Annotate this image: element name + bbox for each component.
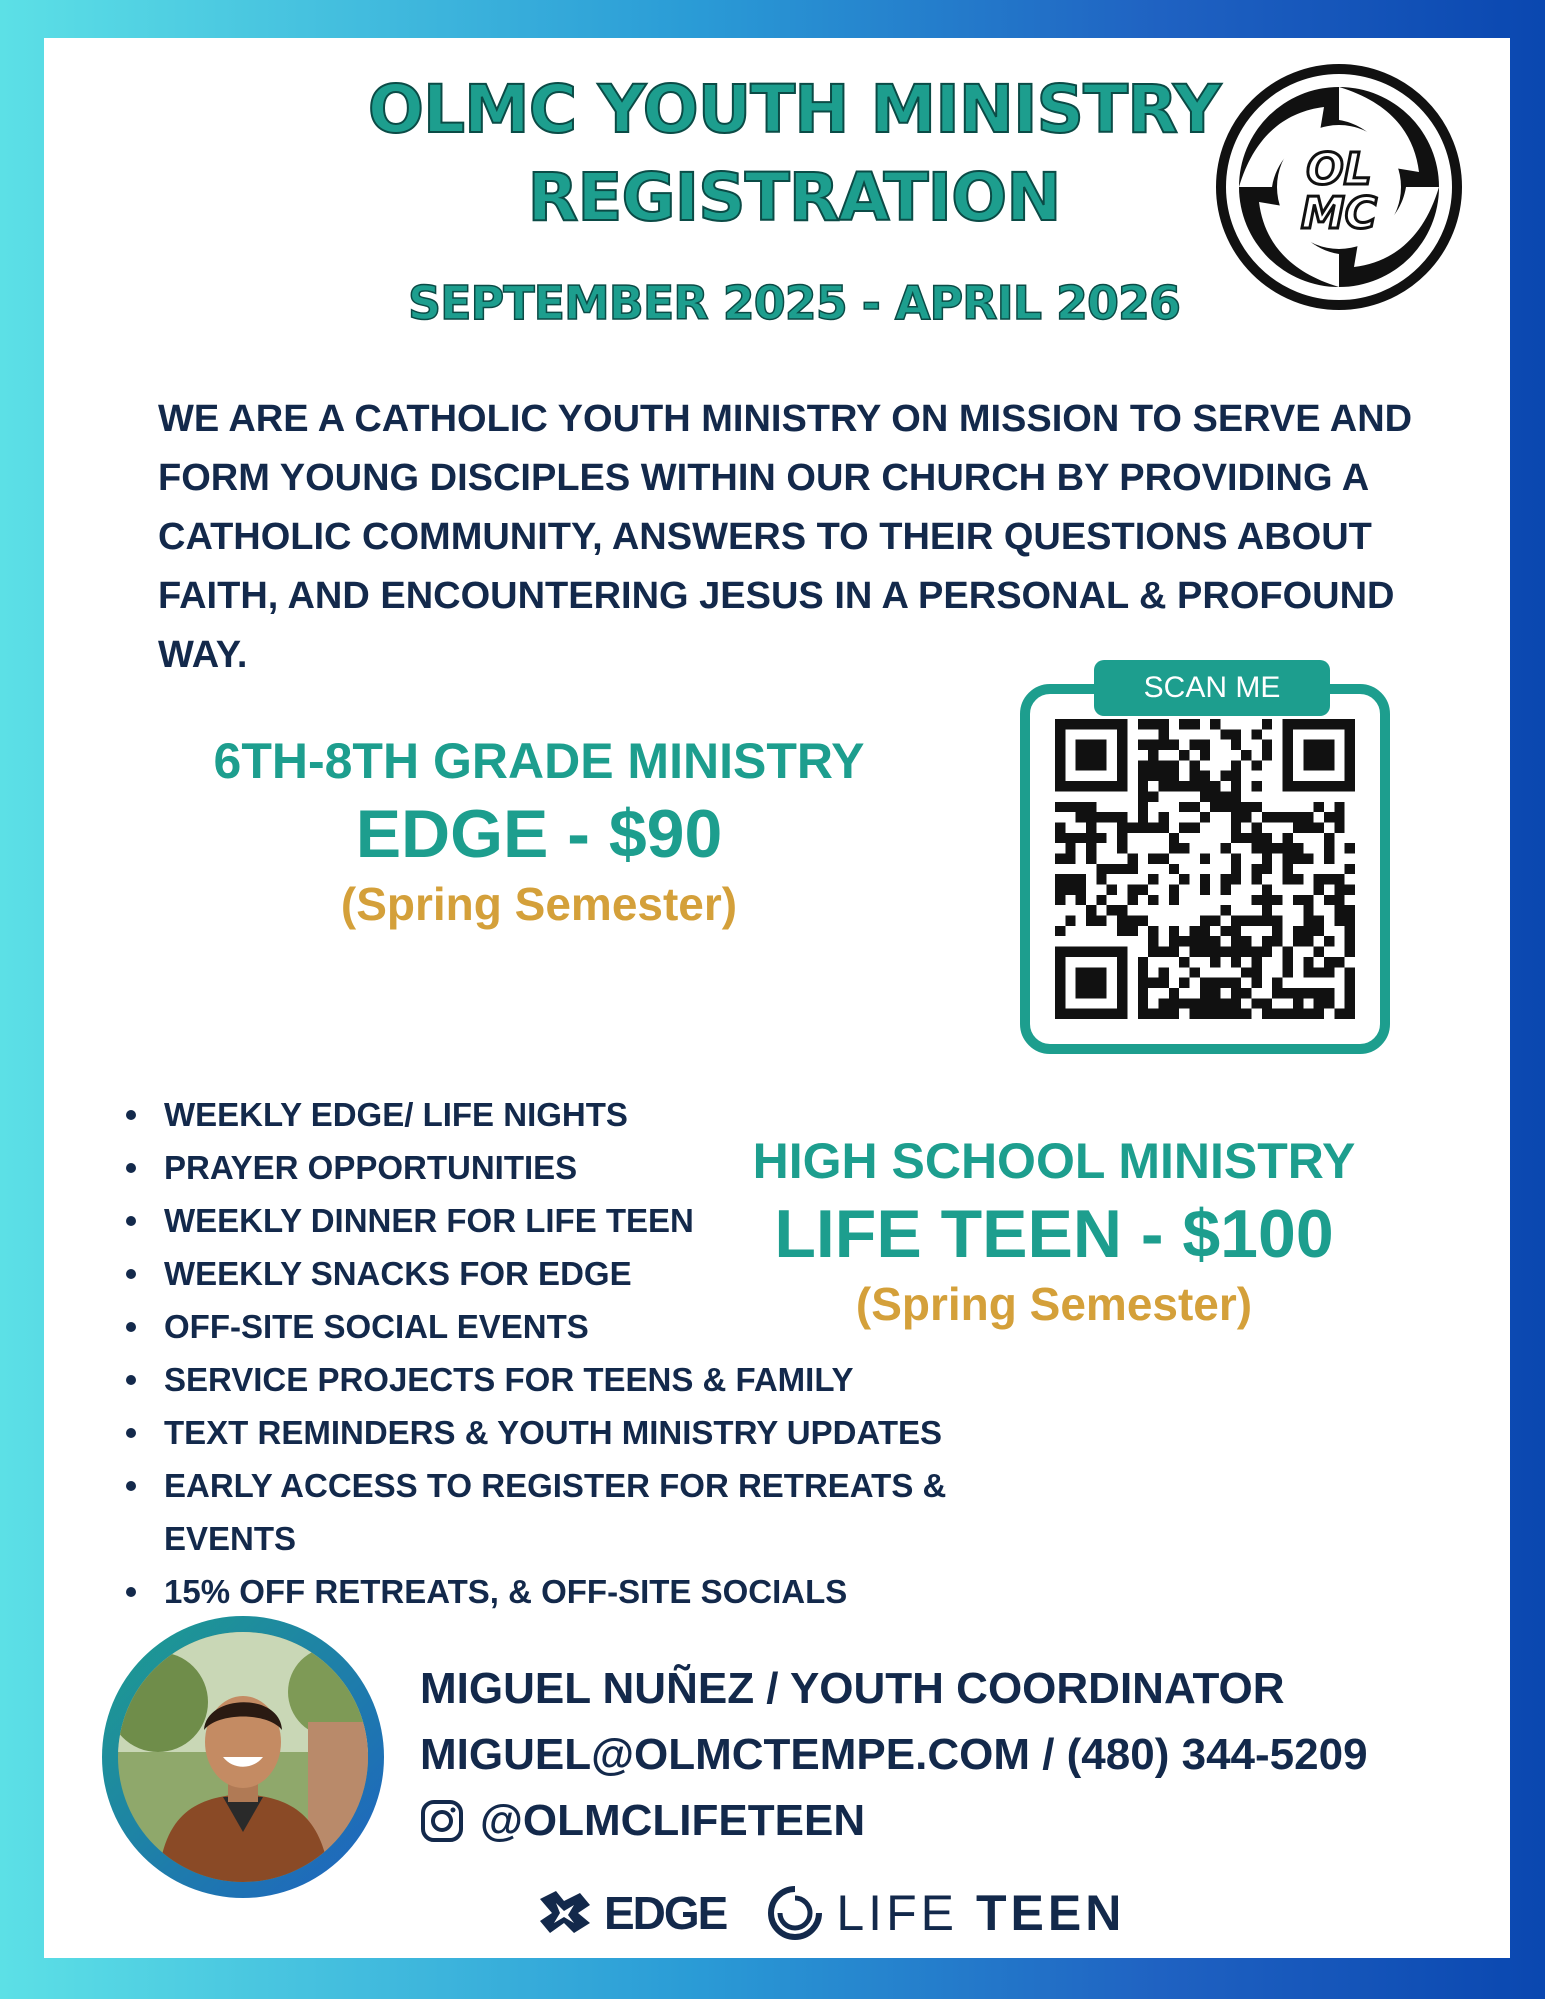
coordinator-photo [118,1632,368,1882]
benefit-item: WEEKLY EDGE/ LIFE NIGHTS [80,1088,1080,1141]
benefit-item: EARLY ACCESS TO REGISTER FOR RETREATS & EVENTS [80,1459,1080,1565]
life-teen-swirl-icon [766,1884,824,1942]
coordinator-portrait [118,1632,368,1882]
benefit-item: 15% OFF RETREATS, & OFF-SITE SOCIALS [80,1565,1080,1618]
middle-school-grade: 6TH-8TH GRADE MINISTRY [213,733,865,789]
title-line-2: REGISTRATION [527,159,1061,236]
benefit-item: SERVICE PROJECTS FOR TEENS & FAMILY [80,1353,1080,1406]
high-school-grade: HIGH SCHOOL MINISTRY [752,1133,1356,1189]
instagram-row[interactable] [420,1788,1480,1854]
life-teen-wordmark-teen: TEEN [975,1885,1126,1941]
title-line-1: OLMC YOUTH MINISTRY [367,71,1221,148]
flyer-page [44,38,1510,1958]
logo-text-mc: MC [1300,188,1378,239]
edge-wordmark: EDGE [604,1887,727,1939]
middle-school-semester: (Spring Semester) [340,878,738,930]
edge-cross-icon [534,1885,596,1941]
instagram-handle[interactable]: @OLMCLIFETEEN [480,1796,866,1845]
high-school-ministry [724,1128,1384,1334]
brand-logos [534,1878,1234,1948]
logo-text-ol: OL [1306,144,1372,195]
contact-info [420,1656,1480,1854]
high-school-price: LIFE TEEN - $100 [774,1196,1334,1272]
benefit-item: TEXT REMINDERS & YOUTH MINISTRY UPDATES [80,1406,1080,1459]
mission-statement: WE ARE A CATHOLIC YOUTH MINISTRY ON MISSION TO SERVE AND FORM YOUNG DISCIPLES WITHIN OUR CHURCH BY PROVIDING A CATHOLIC COMMUNITY, ANSWERS TO THEIR QUESTIONS ABOUT FAITH, AND ENCOUNTERING JESUS IN A PERSONAL & PROFOUND WAY. [158,398,1413,676]
olmc-logo [1214,62,1464,312]
instagram-icon [420,1799,464,1843]
benefit-item: WEEKLY DINNER FOR LIFE TEEN [80,1194,1080,1247]
registration-qr-code[interactable] [1055,719,1355,1019]
coordinator-name: MIGUEL NUÑEZ / YOUTH COORDINATOR [420,1664,1285,1713]
life-teen-wordmark-life: LIFE [836,1885,958,1941]
benefit-item: WEEKLY SNACKS FOR EDGE [80,1247,1080,1300]
middle-school-price: EDGE - $90 [355,796,723,872]
coordinator-email-phone[interactable]: MIGUEL@OLMCTEMPE.COM / (480) 344-5209 [420,1730,1368,1779]
page-title [294,66,1294,242]
middle-school-ministry [184,728,894,934]
benefit-item: OFF-SITE SOCIAL EVENTS [80,1300,1080,1353]
scan-me-label: SCAN ME [1094,660,1330,716]
benefit-item: PRAYER OPPORTUNITIES [80,1141,1080,1194]
season-dates: SEPTEMBER 2025 - APRIL 2026 [407,276,1181,330]
high-school-semester: (Spring Semester) [855,1278,1253,1330]
